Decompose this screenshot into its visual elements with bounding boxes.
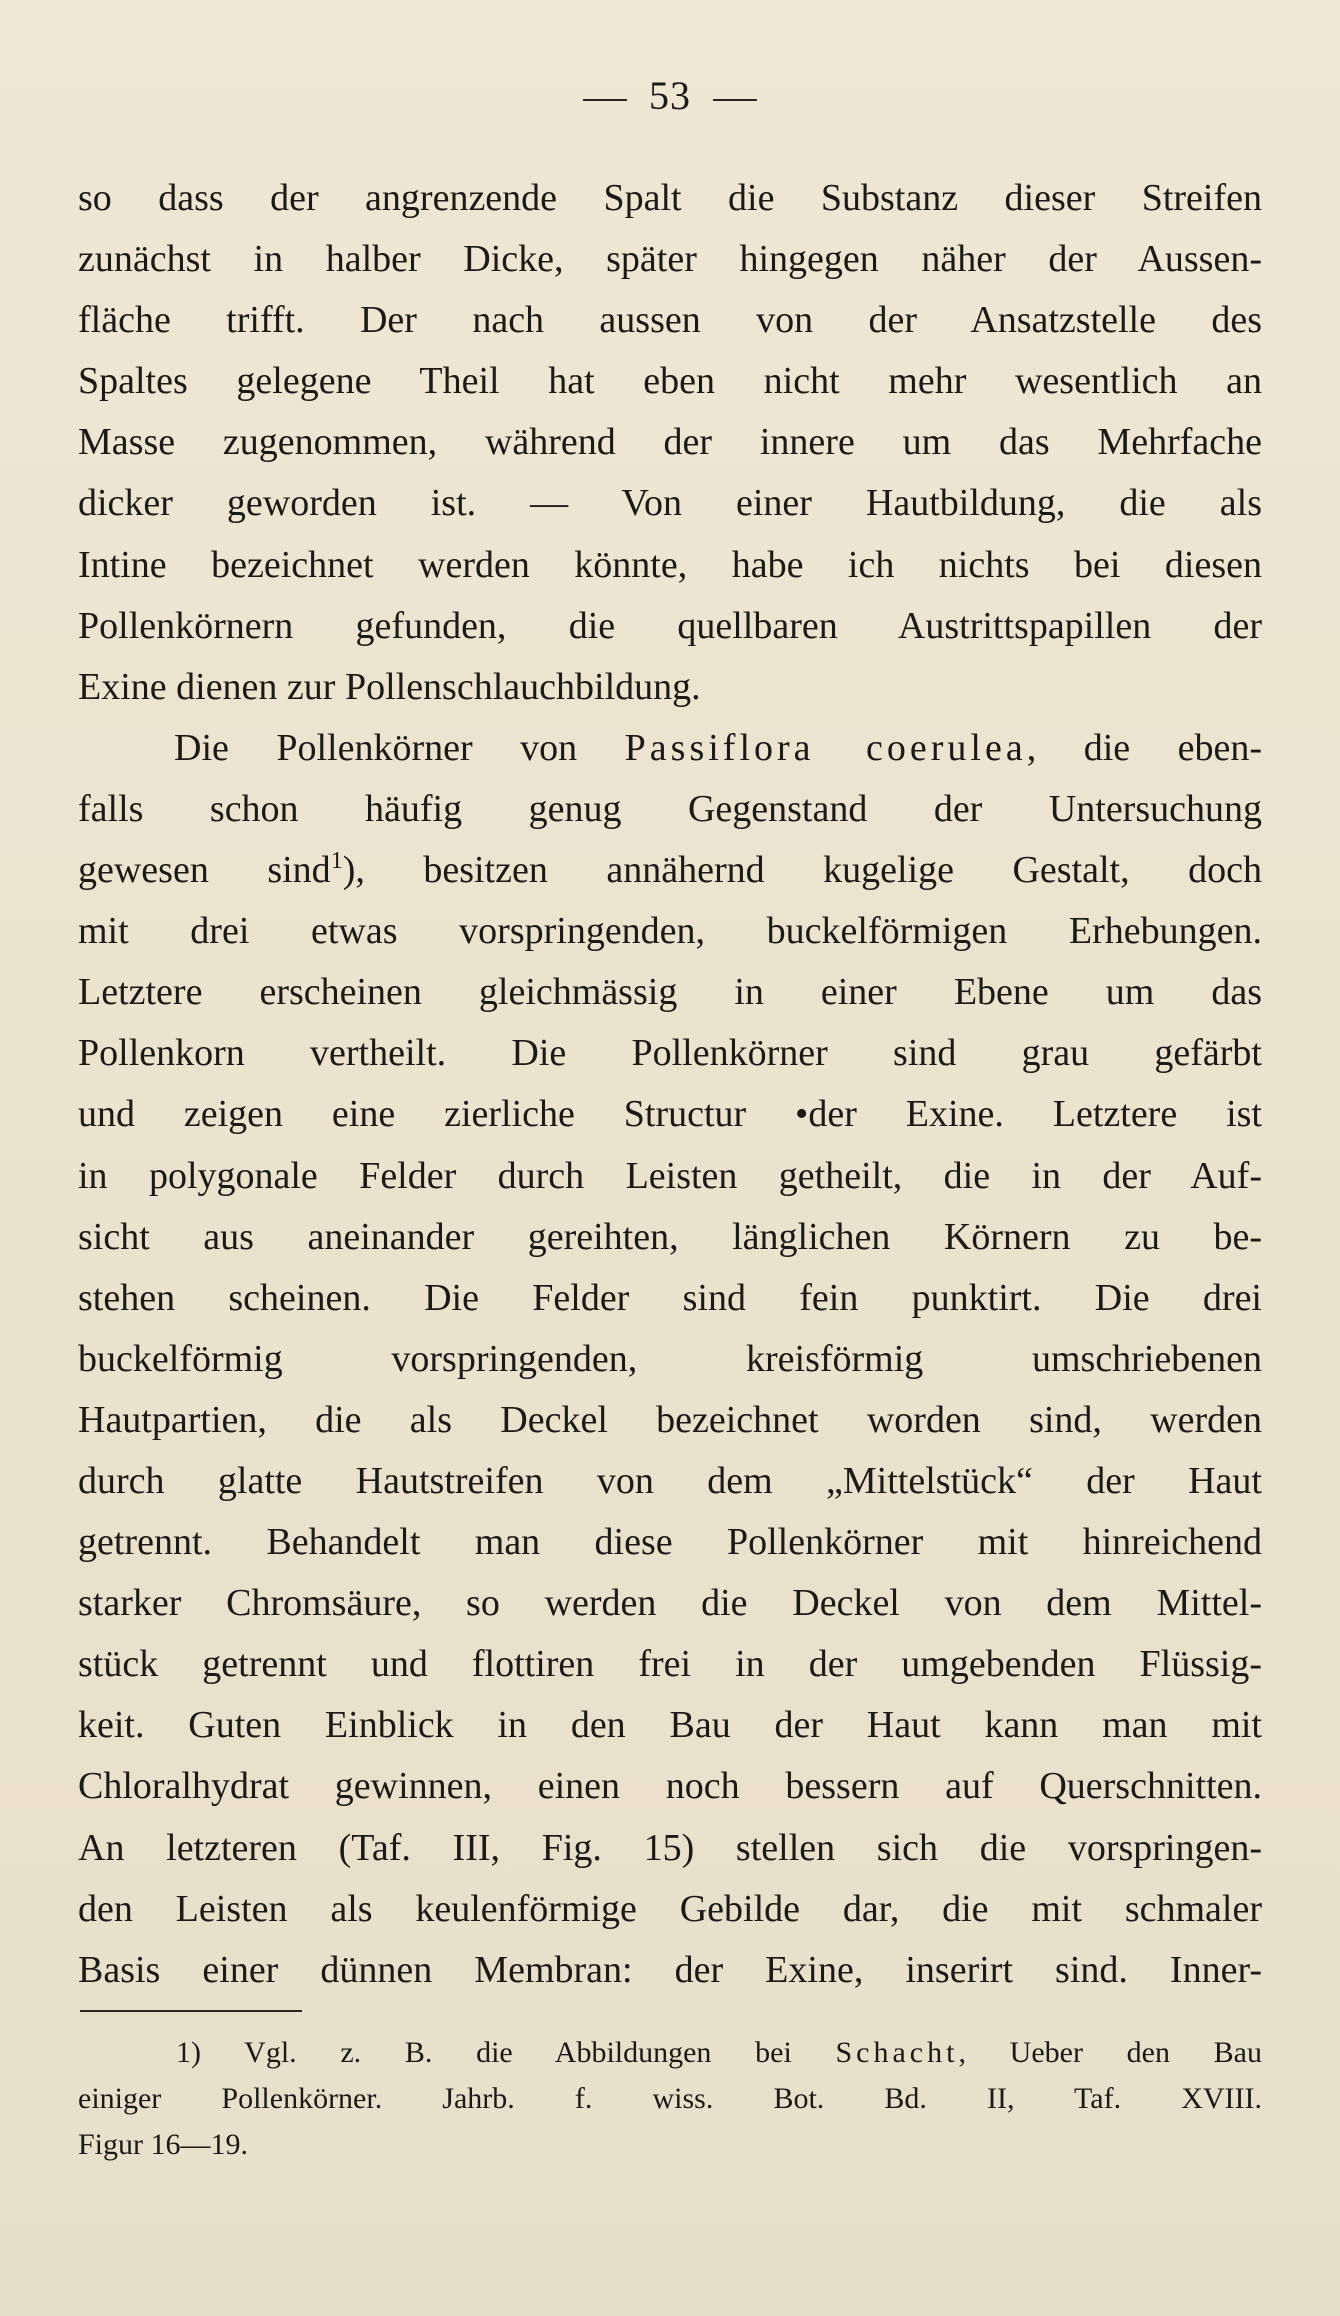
text-line: stück getrennt und flottiren frei in der umgebenden Flüssig- — [78, 1643, 1262, 1686]
text-line: Letztere erscheinen gleichmässig in einer Ebene um das — [78, 971, 1262, 1014]
text-line-with-footnote-ref — [78, 840, 1262, 901]
body-text — [78, 168, 1262, 2001]
footnote-author: Schacht — [835, 2036, 959, 2069]
text-line: und zeigen eine zierliche Structur •der Exine. Letztere ist — [78, 1093, 1262, 1136]
text-line: so dass der angrenzende Spalt die Substanz dieser Streifen — [78, 177, 1262, 219]
page-header — [0, 72, 1340, 119]
footnote-marker: 1) Vgl. z. B. die Abbildungen bei — [176, 2036, 836, 2069]
species-name: Passiflora coerulea — [624, 726, 1027, 769]
text-line: Pollenkorn vertheilt. Die Pollenkörner sind grau gefärbt — [78, 1032, 1262, 1075]
paragraph-start-line — [78, 718, 1262, 779]
text-line: fläche trifft. Der nach aussen von der Ansatzstelle des — [78, 299, 1262, 342]
paragraph-opening-tail: , die eben- — [1026, 726, 1262, 769]
text-line: Spaltes gelegene Theil hat eben nicht mehr wesentlich an — [78, 360, 1262, 403]
text-line: getrennt. Behandelt man diese Pollenkörner mit hinreichend — [78, 1521, 1262, 1564]
footnote-line-tail: , Ueber den Bau — [958, 2036, 1262, 2069]
text-line: zunächst in halber Dicke, später hingegen näher der Aussen- — [78, 238, 1262, 281]
footnote-reference: 1 — [330, 848, 343, 875]
page-number: 53 — [649, 73, 691, 118]
text-line: An letzteren (Taf. III, Fig. 15) stellen sich die vorspringen- — [78, 1826, 1262, 1869]
footnote-divider — [80, 2010, 302, 2012]
text-line: Basis einer dünnen Membran: der Exine, inserirt sind. Inner- — [78, 1948, 1262, 1991]
text-line: stehen scheinen. Die Felder sind fein punktirt. Die drei — [78, 1276, 1262, 1319]
header-dash-right — [713, 99, 757, 101]
paragraph-opening: Die Pollenkörner von — [174, 726, 625, 769]
text-line: dicker geworden ist. — Von einer Hautbildung, die als — [78, 482, 1262, 525]
text-line: Hautpartien, die als Deckel bezeichnet worden sind, werden — [78, 1398, 1262, 1441]
line-segment: ), besitzen annähernd kugelige Gestalt, doch — [342, 849, 1262, 892]
line-segment: gewesen sind — [78, 849, 331, 892]
text-line: den Leisten als keulenförmige Gebilde dar, die mit schmaler — [78, 1887, 1262, 1930]
text-line: Masse zugenommen, während der innere um das Mehrfache — [78, 421, 1262, 464]
text-line: Chloralhydrat gewinnen, einen noch bessern auf Querschnitten. — [78, 1765, 1262, 1808]
footnote-line: einiger Pollenkörner. Jahrb. f. wiss. Bot. Bd. II, Taf. XVIII. — [78, 2082, 1262, 2115]
footnote-line: Figur 16—19. — [78, 2128, 249, 2161]
text-line: sicht aus aneinander gereihten, länglichen Körnern zu be- — [78, 1215, 1262, 1258]
text-line: buckelförmig vorspringenden, kreisförmig umschriebenen — [78, 1337, 1262, 1380]
text-line: durch glatte Hautstreifen von dem „Mittelstück“ der Haut — [78, 1459, 1262, 1502]
text-line-paragraph-end: Exine dienen zur Pollenschlauchbildung. — [78, 665, 701, 708]
header-dash-left — [583, 99, 627, 101]
text-line: starker Chromsäure, so werden die Deckel von dem Mittel- — [78, 1582, 1262, 1625]
footnote — [78, 2030, 1262, 2168]
text-line: Intine bezeichnet werden könnte, habe ich nichts bei diesen — [78, 543, 1262, 586]
text-line: falls schon häufig genug Gegenstand der Untersuchung — [78, 787, 1262, 830]
text-line: keit. Guten Einblick in den Bau der Haut kann man mit — [78, 1704, 1262, 1747]
text-line: in polygonale Felder durch Leisten getheilt, die in der Auf- — [78, 1154, 1262, 1197]
footnote-line — [78, 2030, 1262, 2076]
text-line: Pollenkörnern gefunden, die quellbaren Austrittspapillen der — [78, 604, 1262, 647]
text-line: mit drei etwas vorspringenden, buckelförmigen Erhebungen. — [78, 910, 1262, 953]
